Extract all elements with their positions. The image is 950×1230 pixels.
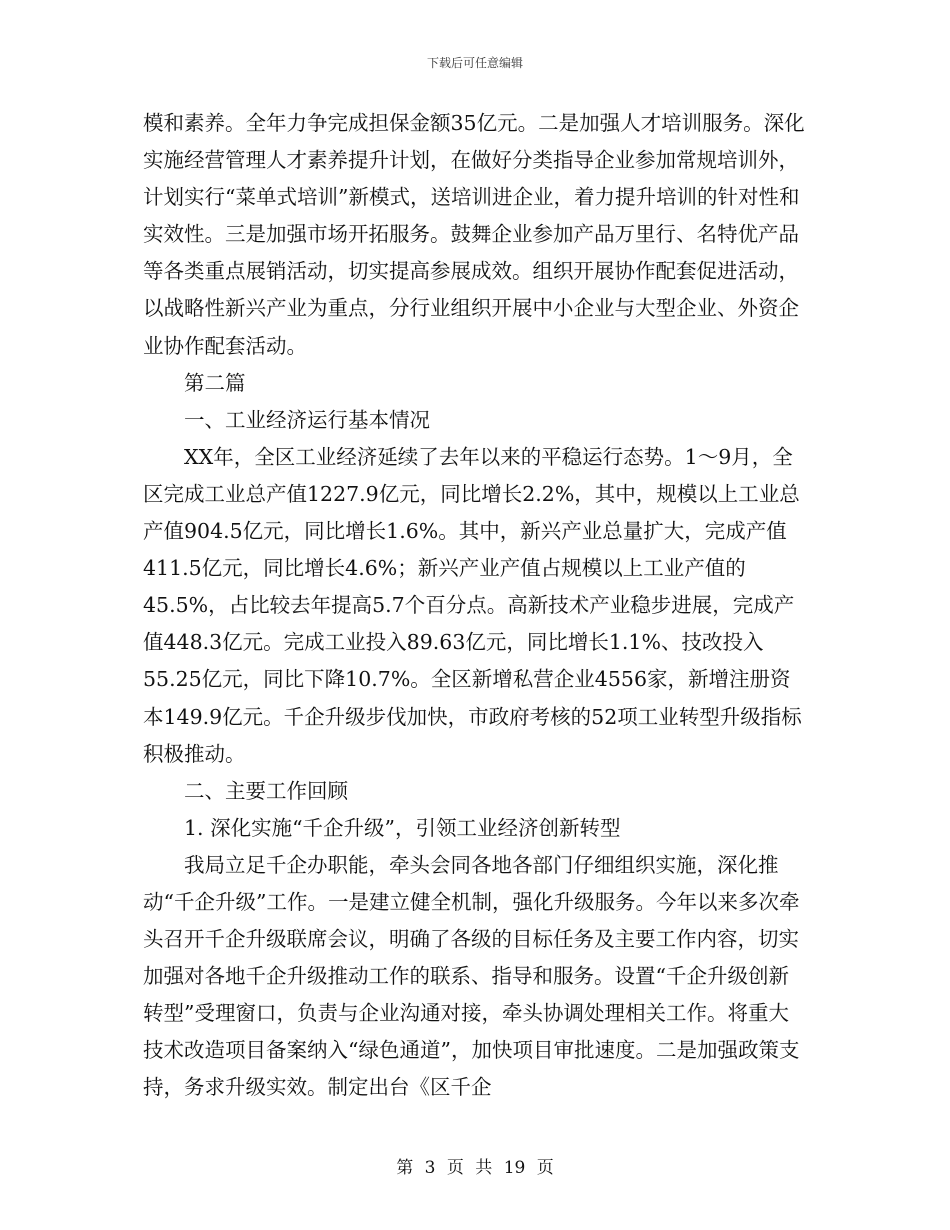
paragraph-economy-summary: XX年，全区工业经济延续了去年以来的平稳运行态势。1～9月，全区完成工业总产值1227.9亿元，同比增长2.2%，其中，规模以上工业总产值904.5亿元，同比增长1.6%。其中，新兴产业总量扩大，完成产值411.5亿元，同比增长4.6%；新兴产业产值占规模以上工业产值的45.5%，占比较去年提高5.7个百分点。高新技术产业稳步进展，完成产值448.3亿元。完成工业投入89.63亿元，同比增长1.1%、技改投入55.25亿元，同比下降10.7%。全区新增私营企业4556家，新增注册资本149.9亿元。千企升级步伐加快，市政府考核的52项工业转型升级指标积极推动。 (143, 444, 802, 766)
document-body (143, 105, 807, 1107)
section-title-part-two: 第二篇 (184, 370, 246, 395)
paragraph-continuation: 模和素养。全年力争完成担保金额35亿元。二是加强人才培训服务。深化实施经营管理人才素养提升计划，在做好分类指导企业参加常规培训外，计划实行“菜单式培训”新模式，送培训进企业，着力提升培训的针对性和实效性。三是加强市场开拓服务。鼓舞企业参加产品万里行、名特优产品等各类重点展销活动，切实提高参展成效。组织开展协作配套促进活动，以战略性新兴产业为重点，分行业组织开展中小企业与大型企业、外资企业协作配套活动。 (143, 111, 805, 358)
page-footer: 第 3 页 共 19 页 (396, 1158, 554, 1178)
heading-work-review: 二、主要工作回顾 (184, 778, 348, 803)
subheading-thousand-enterprises: 1. 深化实施“千企升级”，引领工业经济创新转型 (184, 815, 621, 840)
paragraph-thousand-enterprises: 我局立足千企办职能，牵头会同各地各部门仔细组织实施，深化推动“千企升级”工作。一是建立健全机制，强化升级服务。今年以来多次牵头召开千企升级联席会议，明确了各级的目标任务及主要工作内容，切实加强对各地千企升级推动工作的联系、指导和服务。设置“千企升级创新转型”受理窗口，负责与企业沟通对接，牵头协调处理相关工作。将重大技术改造项目备案纳入“绿色通道”，加快项目审批速度。二是加强政策支持，务求升级实效。制定出台《区千企 (143, 852, 800, 1100)
page-header: 下载后可任意编辑 (426, 56, 523, 70)
heading-industrial-economy: 一、工业经济运行基本情况 (184, 407, 430, 432)
